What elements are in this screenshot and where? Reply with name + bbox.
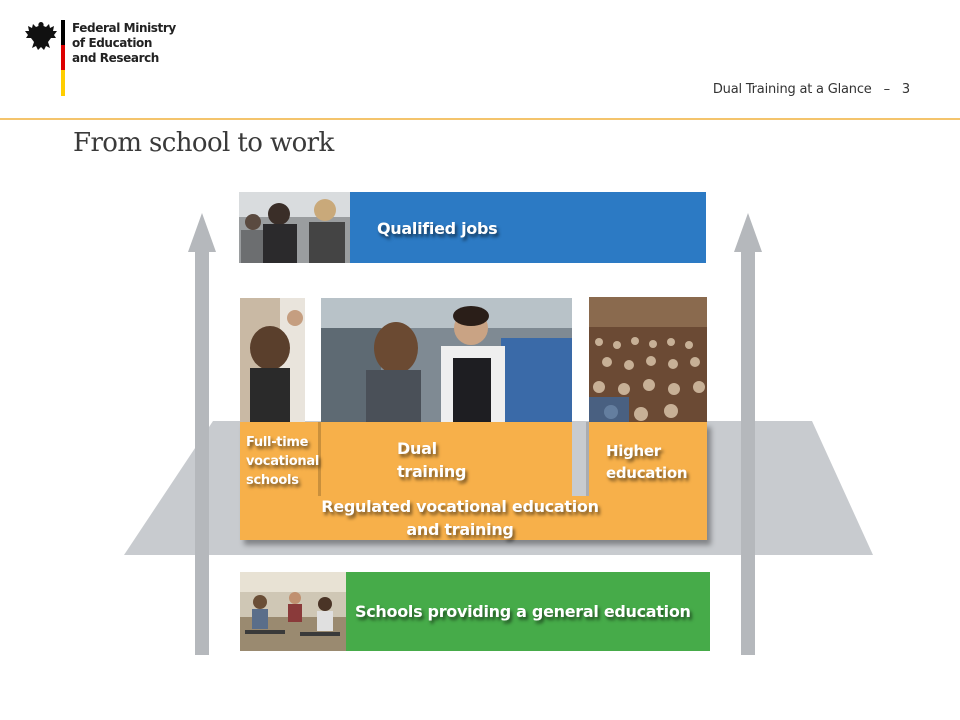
- slide-separator: –: [883, 82, 890, 97]
- ministry-line-3: and Research: [72, 51, 159, 65]
- ministry-line-1: Federal Ministry: [72, 21, 176, 35]
- fulltime-vocational-photo: [240, 298, 305, 422]
- page-title: From school to work: [73, 128, 334, 158]
- higher-education-photo: [589, 297, 707, 422]
- dual-training-photo: [321, 298, 572, 422]
- dual-line-2: training: [397, 462, 467, 481]
- fulltime-line-2: vocational: [246, 454, 319, 469]
- regulated-line-1: Regulated vocational education: [321, 497, 599, 516]
- dual-line-1: Dual: [397, 439, 437, 458]
- slide-title: Dual Training at a Glance: [712, 82, 872, 97]
- dual-training-label: [397, 437, 466, 483]
- general-education-box: [346, 572, 710, 651]
- qualified-jobs-label: Qualified jobs: [377, 219, 498, 238]
- higher-line-2: education: [606, 464, 688, 482]
- general-education-photo: [240, 572, 346, 651]
- regulated-line-2: and training: [406, 520, 514, 539]
- fulltime-line-1: Full-time: [246, 435, 309, 450]
- regulated-vocational-label: [300, 495, 620, 541]
- fulltime-line-3: schools: [246, 473, 299, 488]
- general-education-label: Schools providing a general education: [355, 602, 691, 621]
- page-number: 3: [901, 82, 910, 97]
- fulltime-vocational-label: [246, 433, 319, 490]
- divider-right-shadow: [586, 422, 589, 496]
- qualified-jobs-box: [350, 192, 706, 263]
- qualified-jobs-photo: [239, 192, 350, 263]
- higher-education-label: [606, 440, 687, 484]
- higher-line-1: Higher: [606, 442, 661, 460]
- ministry-line-2: of Education: [72, 36, 153, 50]
